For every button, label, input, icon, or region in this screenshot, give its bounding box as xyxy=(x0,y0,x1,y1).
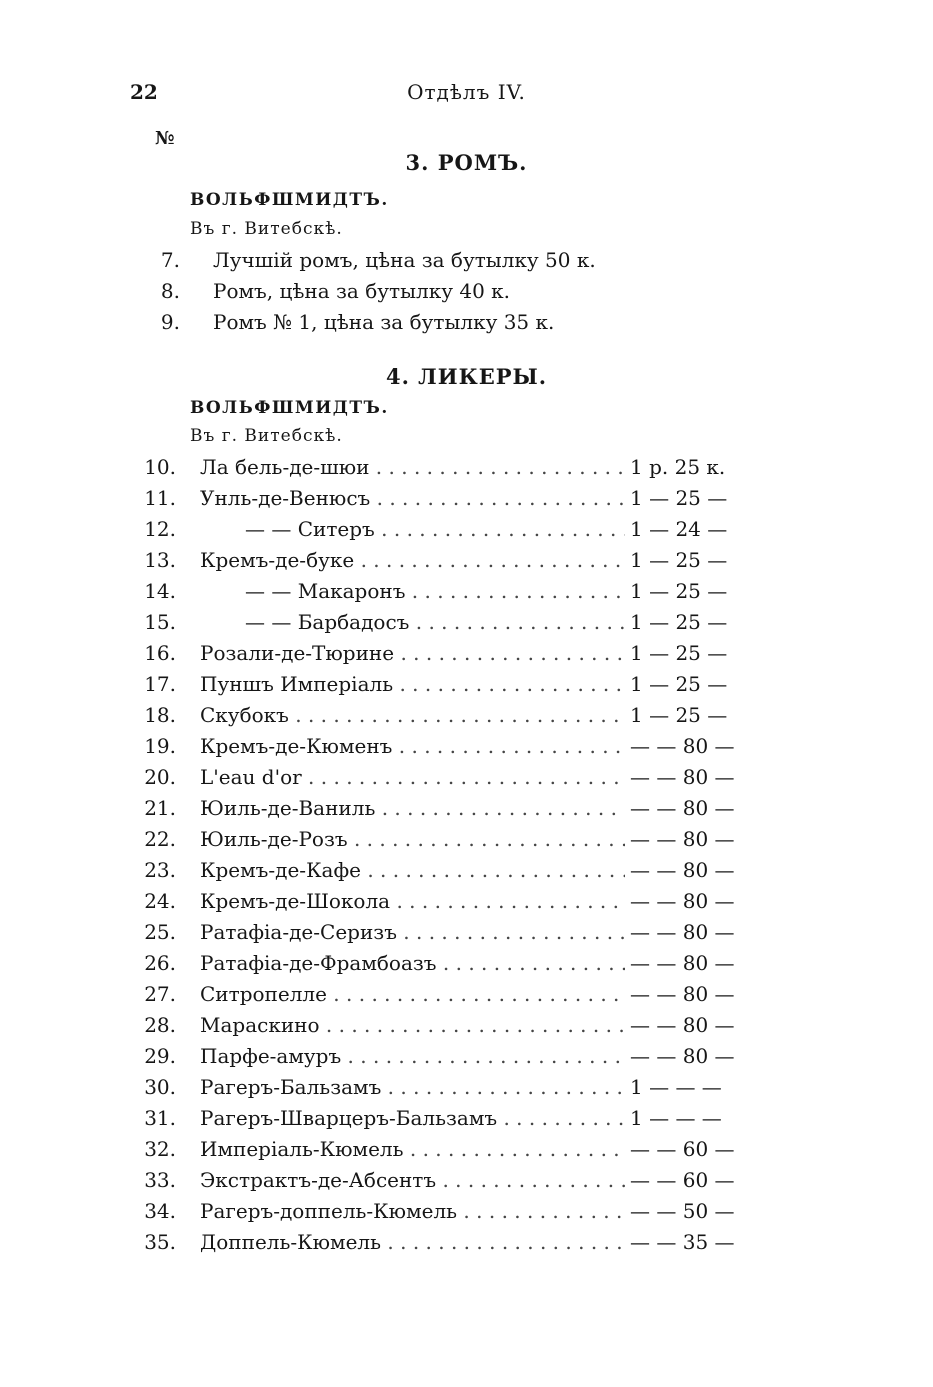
item-number: 11. xyxy=(144,486,176,510)
item-number: 29. xyxy=(144,1044,176,1068)
price-list-row xyxy=(0,703,933,734)
item-name: Ратафіа-де-Серизъ . . . xyxy=(200,920,625,944)
item-price: 1 — 25 — xyxy=(630,579,728,603)
item-number: 16. xyxy=(144,641,176,665)
item-name: Кремъ-де-буке . . . xyxy=(200,548,625,572)
item-price: 1 — 25 — xyxy=(630,610,728,634)
price-list-row xyxy=(0,889,933,920)
price-list-row xyxy=(0,548,933,579)
item-name: Рагеръ-Шварцеръ-Бальзамъ . . . xyxy=(200,1106,625,1130)
item-number: 24. xyxy=(144,889,176,913)
section-title-rum: 3. РОМЪ. xyxy=(405,150,528,175)
item-name: Унль-де-Венюсъ . . . xyxy=(200,486,625,510)
item-name: Доппель-Кюмель . . . xyxy=(200,1230,625,1254)
price-list-row xyxy=(0,858,933,889)
maker-place: Въ г. Витебскѣ. xyxy=(190,219,343,239)
maker-place: Въ г. Витебскѣ. xyxy=(190,426,343,446)
item-number: 17. xyxy=(144,672,176,696)
item-text: Ромъ, цѣна за бутылку 40 к. xyxy=(213,279,511,303)
price-list-row xyxy=(0,1137,933,1168)
list-item xyxy=(0,279,933,309)
item-number: 20. xyxy=(144,765,176,789)
item-number: 14. xyxy=(144,579,176,603)
item-number: 30. xyxy=(144,1075,176,1099)
item-number: 7. xyxy=(160,248,180,272)
item-price: 1 — 25 — xyxy=(630,703,728,727)
item-price: — — 80 — xyxy=(630,1013,735,1037)
item-number: 13. xyxy=(144,548,176,572)
item-number: 32. xyxy=(144,1137,176,1161)
price-list-row xyxy=(0,982,933,1013)
item-name: Скубокъ . . . xyxy=(200,703,625,727)
price-list-row xyxy=(0,486,933,517)
item-number: 21. xyxy=(144,796,176,820)
item-name: Кремъ-де-Шокола . . . xyxy=(200,889,625,913)
item-price: 1 р. 25 к. xyxy=(630,455,726,479)
page-header xyxy=(0,80,933,110)
price-list-row xyxy=(0,672,933,703)
price-list-row xyxy=(0,765,933,796)
list-item xyxy=(0,248,933,278)
running-head: Отдѣлъ IV. xyxy=(407,80,526,104)
item-text: Лучшій ромъ, цѣна за бутылку 50 к. xyxy=(213,248,596,272)
item-price: 1 — 25 — xyxy=(630,486,728,510)
item-price: — — 80 — xyxy=(630,982,735,1006)
maker-name: ВОЛЬФШМИДТЪ. xyxy=(190,398,389,418)
item-name: Пуншъ Имперіаль . . . xyxy=(200,672,625,696)
item-number: 9. xyxy=(160,310,180,334)
item-price: — — 50 — xyxy=(630,1199,735,1223)
price-list-row xyxy=(0,517,933,548)
item-price: — — 80 — xyxy=(630,889,735,913)
item-name: — — Барбадосъ . . . xyxy=(245,610,625,634)
item-name: — — Ситеръ . . . xyxy=(245,517,625,541)
item-number: 12. xyxy=(144,517,176,541)
item-number: 15. xyxy=(144,610,176,634)
price-list-row xyxy=(0,641,933,672)
item-name: Рагеръ-Бальзамъ . . . xyxy=(200,1075,625,1099)
item-price: — — 80 — xyxy=(630,796,735,820)
price-list-row xyxy=(0,1106,933,1137)
item-name: Юиль-де-Ваниль . . . xyxy=(200,796,625,820)
item-price: — — 80 — xyxy=(630,827,735,851)
item-number: 28. xyxy=(144,1013,176,1037)
item-number: 23. xyxy=(144,858,176,882)
price-list-row xyxy=(0,951,933,982)
price-list-row xyxy=(0,734,933,765)
price-list-row xyxy=(0,1044,933,1075)
item-number: 35. xyxy=(144,1230,176,1254)
price-list-row xyxy=(0,796,933,827)
item-price: — — 80 — xyxy=(630,765,735,789)
price-list-row xyxy=(0,1199,933,1230)
item-price: 1 — — — xyxy=(630,1075,722,1099)
item-price: — — 80 — xyxy=(630,1044,735,1068)
item-name: Парфе-амуръ . . . xyxy=(200,1044,625,1068)
price-list-row xyxy=(0,1075,933,1106)
item-price: 1 — — — xyxy=(630,1106,722,1130)
price-list-row xyxy=(0,1013,933,1044)
item-number: 19. xyxy=(144,734,176,758)
item-name: Рагеръ-доппель-Кюмель . . . xyxy=(200,1199,625,1223)
item-number: 18. xyxy=(144,703,176,727)
price-list-row xyxy=(0,1168,933,1199)
item-price: 1 — 25 — xyxy=(630,641,728,665)
item-name: Ситропелле . . . xyxy=(200,982,625,1006)
price-list-row xyxy=(0,827,933,858)
section-title-liqueurs: 4. ЛИКЕРЫ. xyxy=(385,364,548,389)
item-number: 10. xyxy=(144,455,176,479)
item-text: Ромъ № 1, цѣна за бутылку 35 к. xyxy=(213,310,555,334)
item-name: Экстрактъ-де-Абсентъ . . . xyxy=(200,1168,625,1192)
item-name: L'eau d'or . . . xyxy=(200,765,625,789)
item-number: 33. xyxy=(144,1168,176,1192)
item-price: — — 60 — xyxy=(630,1137,735,1161)
item-price: — — 80 — xyxy=(630,920,735,944)
item-price: — — 80 — xyxy=(630,951,735,975)
price-list-row xyxy=(0,1230,933,1261)
item-name: Мараскино . . . xyxy=(200,1013,625,1037)
item-number: 8. xyxy=(160,279,180,303)
item-number: 25. xyxy=(144,920,176,944)
item-price: 1 — 25 — xyxy=(630,548,728,572)
item-price: — — 60 — xyxy=(630,1168,735,1192)
numero-column-heading: № xyxy=(155,128,175,149)
price-list-row xyxy=(0,455,933,486)
maker-name: ВОЛЬФШМИДТЪ. xyxy=(190,190,389,210)
list-item xyxy=(0,310,933,340)
item-name: Кремъ-де-Кюменъ . . . xyxy=(200,734,625,758)
item-name: Ла бель-де-шюи . . . xyxy=(200,455,625,479)
item-number: 31. xyxy=(144,1106,176,1130)
item-price: — — 80 — xyxy=(630,858,735,882)
item-name: — — Макаронъ . . . xyxy=(245,579,625,603)
price-list-row xyxy=(0,610,933,641)
item-number: 22. xyxy=(144,827,176,851)
item-name: Имперіаль-Кюмель . . . xyxy=(200,1137,625,1161)
item-number: 26. xyxy=(144,951,176,975)
item-price: — — 80 — xyxy=(630,734,735,758)
item-price: 1 — 24 — xyxy=(630,517,728,541)
item-price: 1 — 25 — xyxy=(630,672,728,696)
item-name: Розали-де-Тюрине . . . xyxy=(200,641,625,665)
item-name: Юиль-де-Розъ . . . xyxy=(200,827,625,851)
item-number: 27. xyxy=(144,982,176,1006)
item-name: Ратафіа-де-Фрамбоазъ . . . xyxy=(200,951,625,975)
page-number: 22 xyxy=(130,80,158,104)
item-number: 34. xyxy=(144,1199,176,1223)
price-list-row xyxy=(0,920,933,951)
price-list-row xyxy=(0,579,933,610)
item-price: — — 35 — xyxy=(630,1230,735,1254)
item-name: Кремъ-де-Кафе . . . xyxy=(200,858,625,882)
